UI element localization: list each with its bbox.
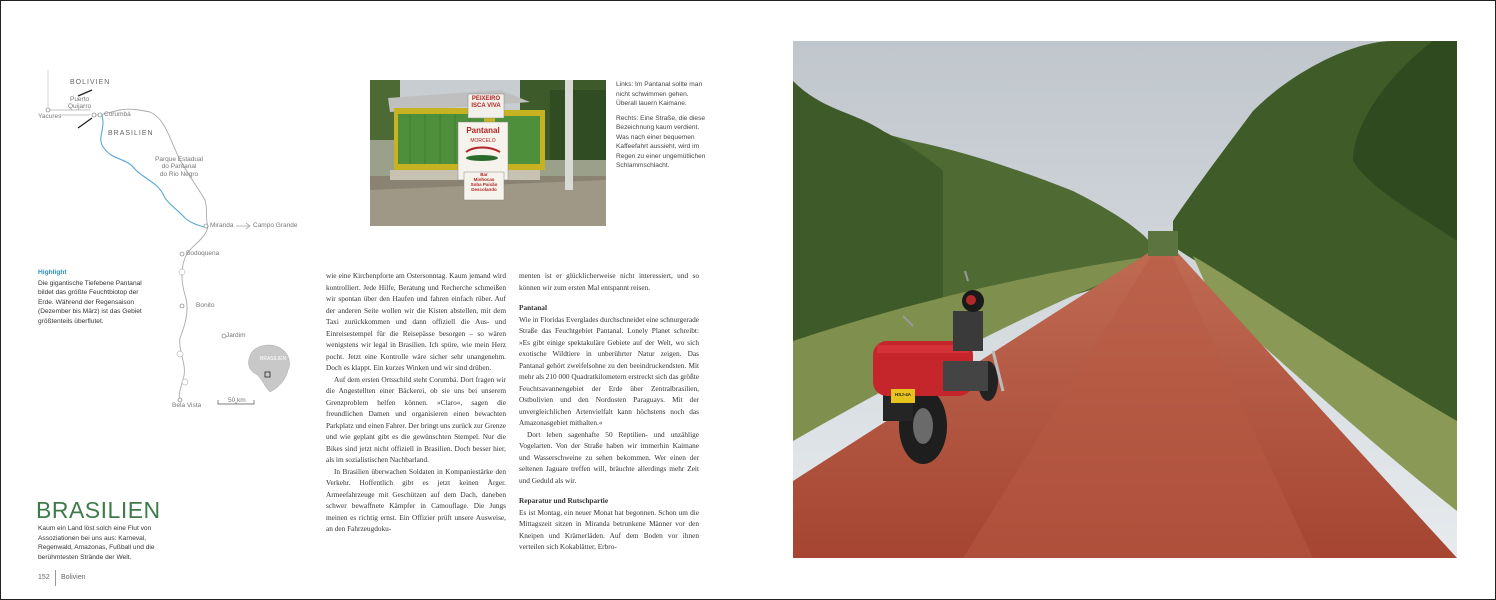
- sign-main-text: Pantanal: [466, 126, 500, 135]
- col1-paragraph-1: wie eine Kirchenpforte am Ostersonntag. Kaum jemand wird kontrolliert. Jede Hilfe, Beratung und Recherche schmeißen wir spontan über den Haufen und fahren einfach rüber. Auf der anderen Seite wollen wir die Kisten abstellen, mit dem Taxi zurückkommen und dann offiziell die Aus- und Einreisestempel für die Reisepässe besorgen – so wären wenigstens wir legal in Brasilien. Ich spüre, wie mein Herz pocht. Jetzt eine Kontrolle wäre sicher sehr unangenehm. Doch es klappt. Ein kurzes Winken und wir sind drüben.: [326, 271, 506, 373]
- photo-bait-shop: [370, 80, 606, 226]
- map-label-corumba: Corumbá: [104, 111, 131, 118]
- route-map: [30, 70, 300, 420]
- text-column-2: [519, 270, 699, 553]
- col1-paragraph-2: Auf dem ersten Ortsschild steht Corumbá. Dort fragen wir die Angestellten einer Bäckerei, ob sie uns bei unserem Grenzproblem helfen können. »Claro«, sagen die freundlichen Damen und organisieren einen bewachten Parkplatz und einen Fahrer. Der bringt uns zurück zur Grenze und wie geplant gibt es die gewünschten Stempel. Nur die Bikes sind jetzt nicht offiziell in Brasilien. Doch besser hier, als im sozialistischen Nachbarland.: [326, 374, 506, 465]
- highlight-box: [38, 268, 150, 326]
- map-label-yacures: Yacures: [38, 113, 62, 120]
- page-number: 152: [38, 574, 50, 581]
- highlight-text: Die gigantische Tiefebene Pantanal bildet das größte Feuchtbiotop der Erde. Während der Regensaison (Dezember bis März) ist das Gebiet größtenteils überflutet.: [38, 279, 142, 325]
- text-column-1: [326, 270, 506, 535]
- subheading-reparatur: Reparatur und Rutschpartie: [519, 496, 609, 506]
- footer-divider: [55, 570, 56, 586]
- subheading-pantanal: Pantanal: [519, 303, 547, 313]
- col2-paragraph-3: Dort leben sagenhafte 50 Reptilien- und unzählige Vogelarten. Von der Straße haben wir immerhin Kaimane und Wasserschweine zu sehen bekommen. Wer einen der seltenen Jaguare treffen will, bräuchte allerdings mehr Zeit und Geduld als wir.: [519, 429, 699, 485]
- map-label-jardim: Jardim: [226, 332, 246, 339]
- caption-left: Links: Im Pantanal sollte man nicht schwimmen gehen. Überall lauern Kaimane.: [616, 81, 703, 108]
- col2-paragraph-4: Es ist Montag, ein neuer Monat hat begonnen. Schon um die Mittagszeit sitzen in Miranda betrunkene Männer vor den Kneipen und Krämerläden. Auf dem Boden vor ihnen verteilen sich Kokablätter, Erbro-: [519, 507, 699, 552]
- map-label-bela-vista: Bela Vista: [172, 402, 202, 409]
- caption-right: Rechts: Eine Straße, die diese Bezeichnung kaum verdient. Was nach einer bequemen Kaffeefahrt aussieht, wird im Regen zu einer ungemütlichen Schlammschlacht.: [616, 114, 706, 170]
- col1-paragraph-3: In Brasilien überwachen Soldaten in Kompaniestärke den Verkehr. Hoffentlich gibt es jetzt keinen Ärger. Armeefahrzeuge mit Geschützen auf dem Dach, daneben schwer bewaffnete Kämpfer in Camouflage. Die Jungs meinen es richtig ernst. Ein Offizier prüft unsere Ausweise, an den Fahrzeugdoku-: [326, 466, 506, 534]
- sign-top-text: PEIXEIRO ISCA VIVA: [471, 96, 501, 109]
- photo-captions: [616, 80, 706, 171]
- sign-bottom-text: Bar Minhocas Soba Paixão Descolando: [470, 172, 498, 192]
- map-label-brasilien: BRASILIEN: [108, 130, 154, 137]
- map-label-campo-grande: Campo Grande: [253, 222, 298, 229]
- map-label-puerto-quijarro: Puerto Quijarro: [68, 96, 92, 111]
- map-scale-label: 50 km: [228, 397, 246, 404]
- sign-sub-text: MORCELO: [470, 138, 496, 144]
- map-inset-label: BRASILIEN: [260, 356, 287, 362]
- col2-paragraph-1: menten ist er glücklicherweise nicht interessiert, und so können wir zum ersten Mal entspannt reisen.: [519, 271, 699, 292]
- map-label-miranda: Miranda: [210, 222, 234, 229]
- map-label-bodoquena: Bodoquena: [186, 250, 220, 257]
- col2-paragraph-2: Wie in Floridas Everglades durchschneidet eine schnurgerade Straße das Feuchtgebiet Pantanal. Lonely Planet schreibt: »Es gibt einige spektakuläre Gebiete auf der Welt, wo sich exotische Wildtiere in unberührter Natur zeigen. Das Pantanal gehört zweifelsohne zu den beeindruckendsten. Mit mehr als 210 000 Quadratkilometern erstreckt sich das größte Feuchtsavannengebiet der Erde über Zentralbrasilien, Ostbolivien und den Nordosten Paraguays. Mit der unvergleichlichen Artenvielfalt kann höchstens noch das Amazonasgebiet mithalten.«: [519, 314, 699, 428]
- chapter-intro: Kaum ein Land löst solch eine Flut von Assoziationen bei uns aus: Karneval, Regenwald, Amazonas, Fußball und die berühmtesten Strände der Welt.: [38, 525, 155, 561]
- map-label-bolivien: BOLIVIEN: [70, 79, 111, 86]
- license-plate: HSJ-4A: [894, 392, 911, 397]
- highlight-title: Highlight: [38, 269, 67, 276]
- section-name: Bolivien: [61, 574, 86, 581]
- map-lines: [30, 70, 300, 420]
- chapter-title: BRASILIEN: [36, 497, 161, 523]
- map-label-bonito: Bonito: [196, 302, 215, 309]
- road-illustration: [793, 41, 1457, 558]
- photo-dirt-road-motorcycle: [793, 41, 1457, 558]
- map-label-parque: Parque Estadual do Pantanal do Rio Negro: [155, 156, 204, 178]
